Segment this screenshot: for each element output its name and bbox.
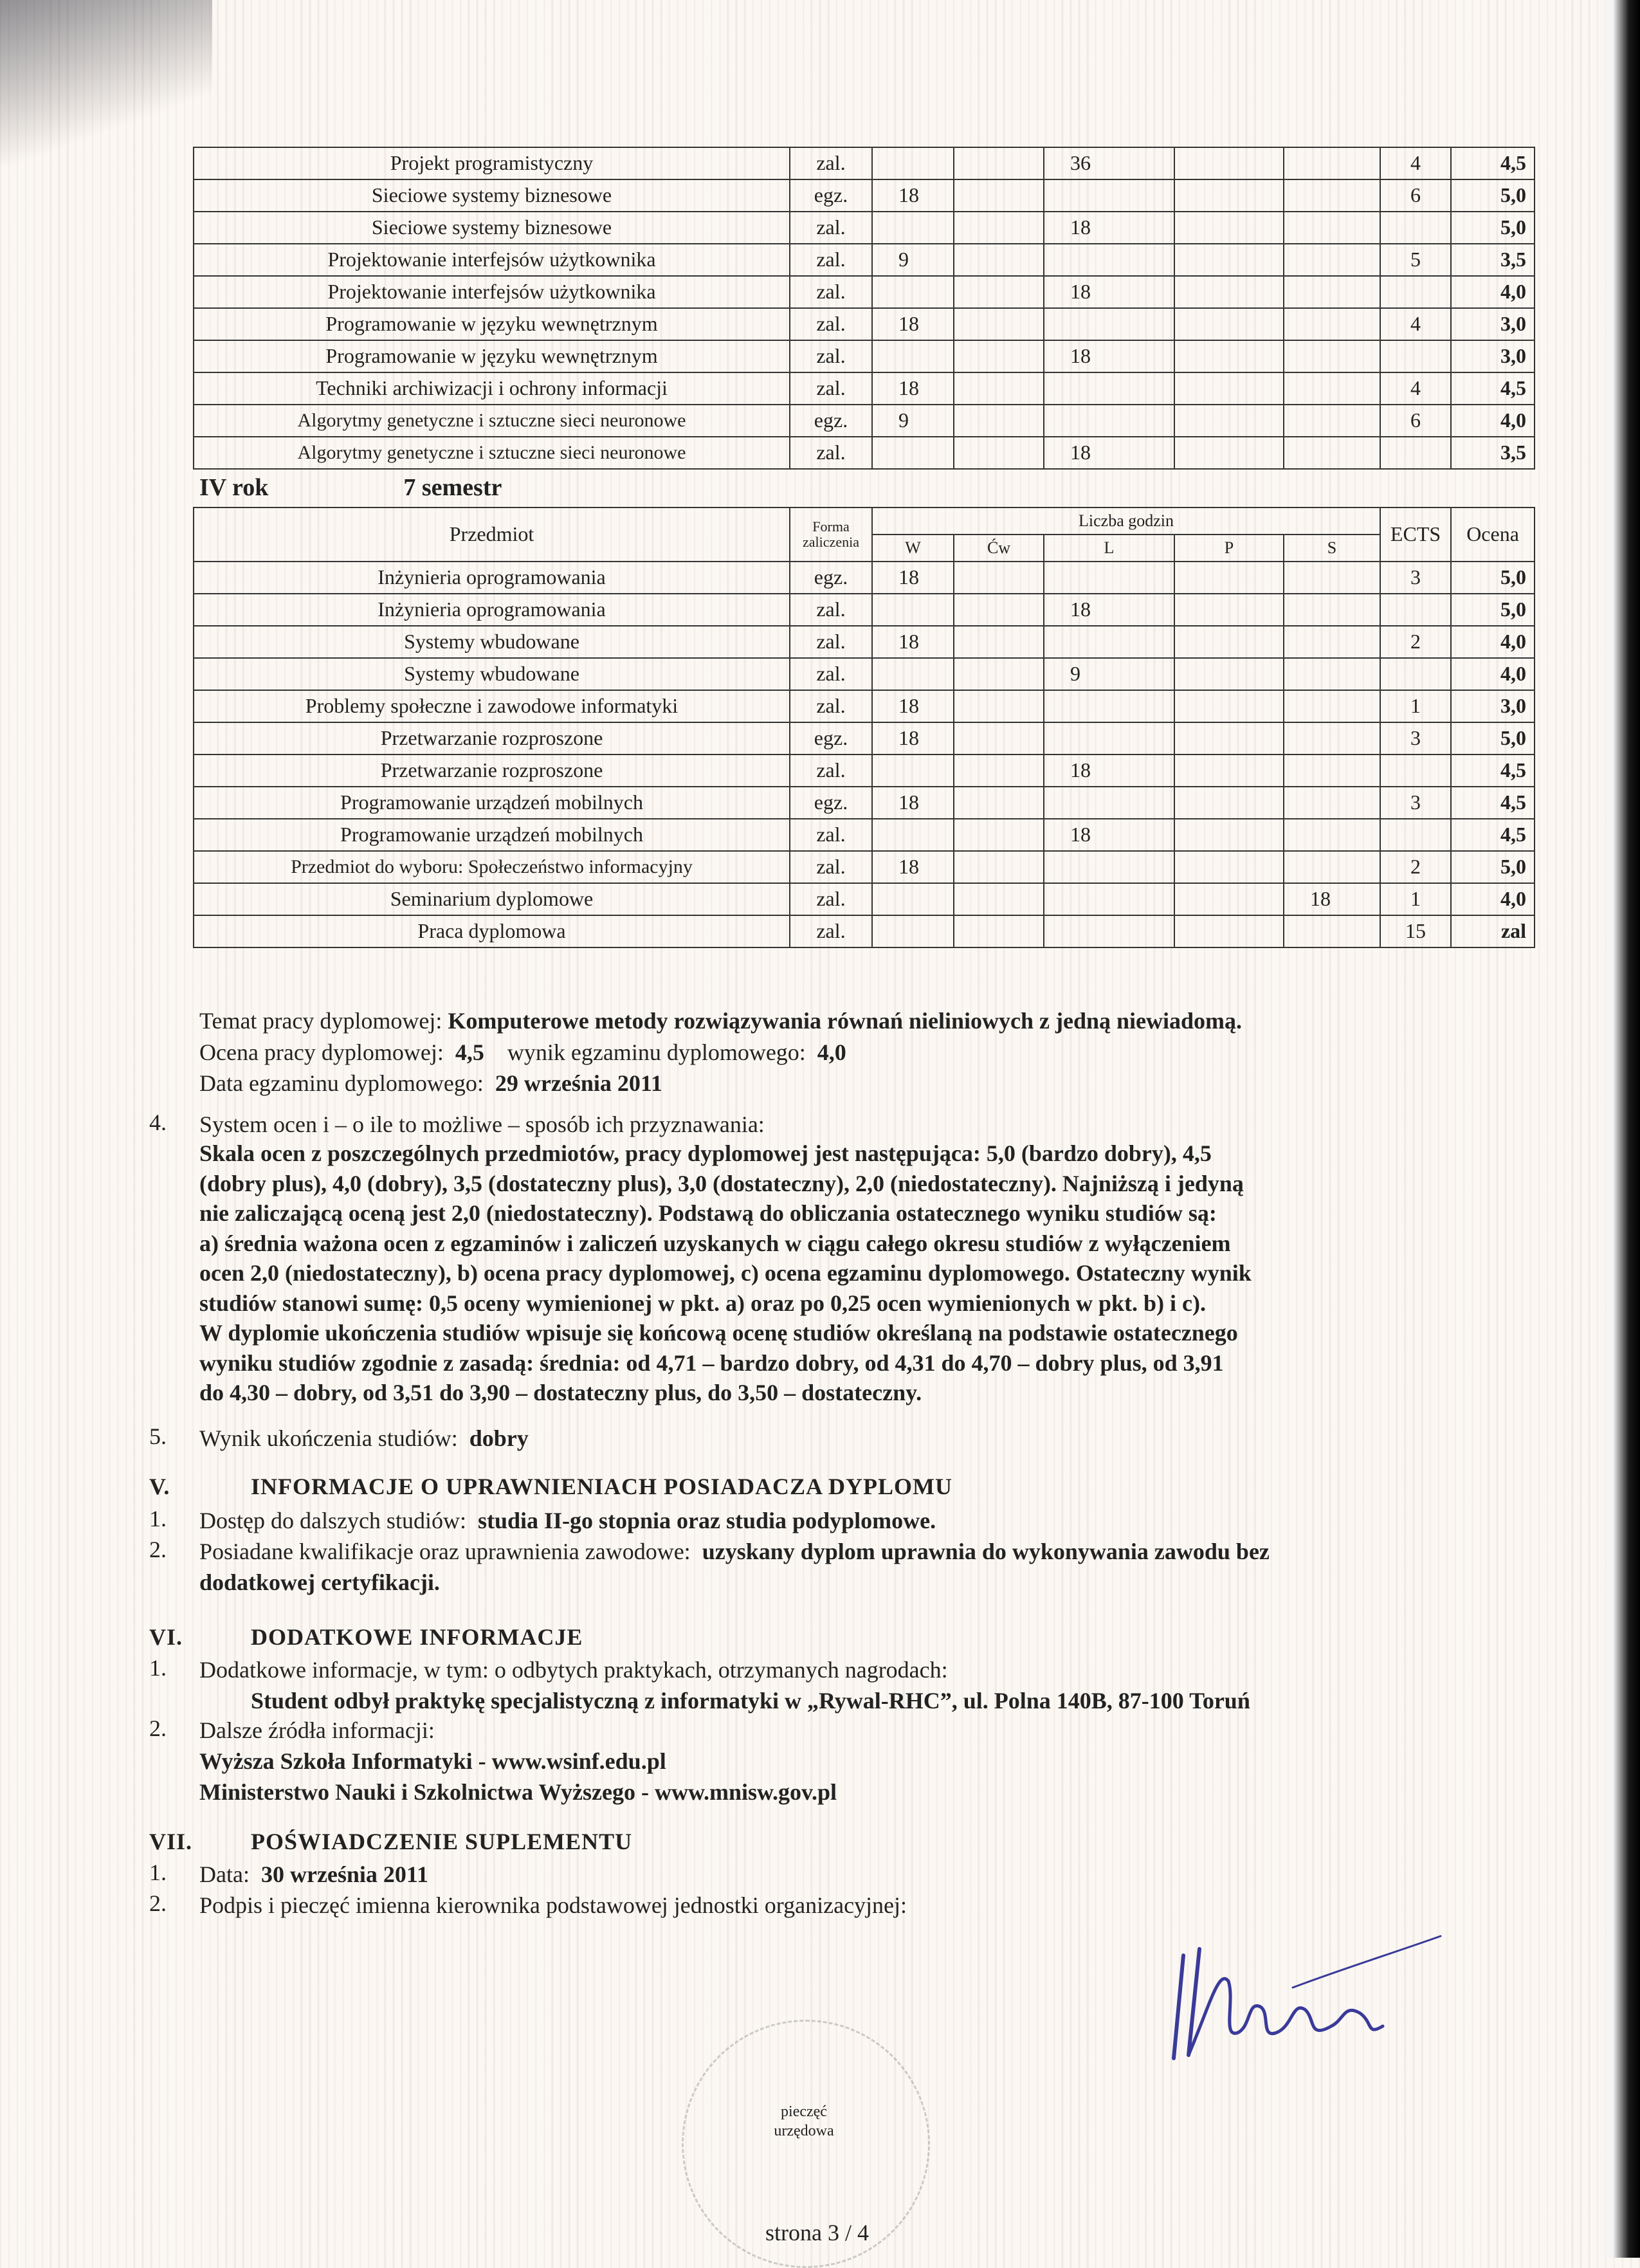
- hours-cw-cell: [954, 626, 1044, 658]
- section-5-item-2-number: 2.: [149, 1537, 167, 1562]
- hours-l-cell: 18: [1044, 340, 1174, 372]
- semester-label: 7 semestr: [403, 474, 502, 501]
- hours-l-cell: [1044, 851, 1174, 883]
- table-row: [194, 754, 1535, 787]
- subject-cell: Sieciowe systemy biznesowe: [194, 179, 790, 212]
- hours-cw-cell: [954, 340, 1044, 372]
- hours-s-cell: [1284, 212, 1380, 244]
- hours-p-cell: [1174, 212, 1284, 244]
- grade-cell: 4,0: [1451, 626, 1535, 658]
- hours-p-cell: [1174, 883, 1284, 915]
- ects-cell: 1: [1380, 883, 1451, 915]
- ects-cell: 1: [1380, 690, 1451, 722]
- table-row: [194, 722, 1535, 754]
- further-studies: [199, 1505, 936, 1536]
- grade-cell: zal: [1451, 915, 1535, 947]
- hours-l-cell: [1044, 915, 1174, 947]
- hours-w-cell: 18: [872, 851, 954, 883]
- grading-line: wyniku studiów zgodnie z zasadą: średnia: od 4,71 – bardzo dobry, od 4,31 do 4,70 – dobry plus, od 3,91: [199, 1349, 1224, 1376]
- header-w: W: [872, 535, 954, 562]
- header-hours: Liczba godzin: [872, 508, 1380, 535]
- exam-date-value: 29 września 2011: [495, 1070, 662, 1096]
- hours-w-cell: [872, 147, 954, 179]
- scan-shadow: [0, 0, 212, 167]
- subject-cell: Przedmiot do wyboru: Społeczeństwo informacyjny: [194, 851, 790, 883]
- qualifications-value: uzyskany dyplom uprawnia do wykonywania zawodu bez: [702, 1539, 1270, 1564]
- form-cell: zal.: [790, 658, 872, 690]
- hours-w-cell: 9: [872, 405, 954, 437]
- hours-cw-cell: [954, 244, 1044, 276]
- subject-cell: Seminarium dyplomowe: [194, 883, 790, 915]
- table-row: [194, 594, 1535, 626]
- stamp-line: urzędowa: [774, 2123, 834, 2139]
- subject-cell: Projektowanie interfejsów użytkownika: [194, 244, 790, 276]
- table-row: [194, 851, 1535, 883]
- header-cw: Ćw: [954, 535, 1044, 562]
- qualifications-value-continued: dodatkowej certyfikacji.: [199, 1569, 440, 1595]
- grade-cell: 5,0: [1451, 562, 1535, 594]
- hours-s-cell: [1284, 915, 1380, 947]
- hours-p-cell: [1174, 626, 1284, 658]
- form-cell: egz.: [790, 179, 872, 212]
- grades-table-body: [194, 147, 1535, 469]
- table-row: [194, 658, 1535, 690]
- ects-cell: [1380, 658, 1451, 690]
- table-row: [194, 308, 1535, 340]
- hours-cw-cell: [954, 851, 1044, 883]
- section-7-title: POŚWIADCZENIE SUPLEMENTU: [251, 1829, 633, 1854]
- form-cell: zal.: [790, 594, 872, 626]
- form-cell: zal.: [790, 212, 872, 244]
- ects-cell: 15: [1380, 915, 1451, 947]
- hours-cw-cell: [954, 658, 1044, 690]
- handwritten-signature: [1138, 1930, 1447, 2084]
- grade-cell: 3,5: [1451, 437, 1535, 469]
- grade-cell: 5,0: [1451, 594, 1535, 626]
- form-cell: zal.: [790, 147, 872, 179]
- subject-cell: Algorytmy genetyczne i sztuczne sieci neuronowe: [194, 405, 790, 437]
- hours-p-cell: [1174, 372, 1284, 405]
- form-cell: egz.: [790, 405, 872, 437]
- hours-w-cell: 18: [872, 626, 954, 658]
- header-grade: Ocena: [1451, 508, 1535, 562]
- subject-cell: Inżynieria oprogramowania: [194, 562, 790, 594]
- year-label: IV rok: [199, 474, 269, 501]
- hours-p-cell: [1174, 405, 1284, 437]
- header-s: S: [1284, 535, 1380, 562]
- hours-s-cell: [1284, 562, 1380, 594]
- item-4-label: System ocen i – o ile to możliwe – sposób ich przyznawania:: [199, 1111, 765, 1137]
- grade-cell: 4,5: [1451, 372, 1535, 405]
- table-row: [194, 883, 1535, 915]
- section-5-item-1-number: 1.: [149, 1506, 167, 1532]
- hours-s-cell: [1284, 626, 1380, 658]
- ects-cell: [1380, 437, 1451, 469]
- table-row: [194, 372, 1535, 405]
- hours-cw-cell: [954, 819, 1044, 851]
- hours-s-cell: [1284, 405, 1380, 437]
- hours-l-cell: 18: [1044, 437, 1174, 469]
- ects-cell: [1380, 754, 1451, 787]
- table-row: [194, 405, 1535, 437]
- grade-cell: 3,0: [1451, 690, 1535, 722]
- section-5-title: INFORMACJE O UPRAWNIENIACH POSIADACZA DYPLOMU: [251, 1474, 953, 1499]
- subject-cell: Inżynieria oprogramowania: [194, 594, 790, 626]
- additional-info-label: Dodatkowe informacje, w tym: o odbytych praktykach, otrzymanych nagrodach:: [199, 1657, 948, 1683]
- table-row: [194, 437, 1535, 469]
- hours-l-cell: 36: [1044, 147, 1174, 179]
- hours-w-cell: [872, 340, 954, 372]
- ects-cell: [1380, 276, 1451, 308]
- item-5-number: 5.: [149, 1423, 167, 1449]
- grading-line: Skala ocen z poszczególnych przedmiotów, pracy dyplomowej jest następująca: 5,0 (bardzo dobry), 4,5: [199, 1140, 1212, 1166]
- ects-cell: [1380, 340, 1451, 372]
- section-7-number: VII.: [149, 1829, 193, 1854]
- grades-table-semester-7: [193, 507, 1535, 948]
- final-result: [199, 1423, 529, 1454]
- ects-cell: 6: [1380, 179, 1451, 212]
- hours-s-cell: [1284, 372, 1380, 405]
- hours-l-cell: 18: [1044, 276, 1174, 308]
- hours-cw-cell: [954, 276, 1044, 308]
- hours-s-cell: [1284, 340, 1380, 372]
- form-cell: zal.: [790, 626, 872, 658]
- form-cell: zal.: [790, 915, 872, 947]
- table-row: [194, 562, 1535, 594]
- hours-p-cell: [1174, 754, 1284, 787]
- table-row: [194, 787, 1535, 819]
- page-number: strona 3 / 4: [765, 2220, 869, 2245]
- thesis-grade-label: Ocena pracy dyplomowej:: [199, 1039, 444, 1065]
- grades-table-continued: [193, 147, 1535, 470]
- table-row: [194, 915, 1535, 947]
- hours-l-cell: [1044, 372, 1174, 405]
- hours-cw-cell: [954, 437, 1044, 469]
- hours-p-cell: [1174, 819, 1284, 851]
- exam-date: [199, 1068, 662, 1099]
- grade-cell: 3,5: [1451, 244, 1535, 276]
- grade-cell: 4,5: [1451, 819, 1535, 851]
- hours-s-cell: [1284, 594, 1380, 626]
- hours-cw-cell: [954, 179, 1044, 212]
- subject-cell: Praca dyplomowa: [194, 915, 790, 947]
- info-source-school: Wyższa Szkoła Informatyki - www.wsinf.edu.pl: [199, 1748, 666, 1774]
- subject-cell: Systemy wbudowane: [194, 658, 790, 690]
- thesis-grade: [199, 1037, 846, 1068]
- hours-cw-cell: [954, 308, 1044, 340]
- exam-result-label: wynik egzaminu dyplomowego:: [507, 1039, 806, 1065]
- hours-l-cell: [1044, 308, 1174, 340]
- ects-cell: 2: [1380, 851, 1451, 883]
- hours-p-cell: [1174, 787, 1284, 819]
- grade-cell: 4,0: [1451, 658, 1535, 690]
- info-sources-label: Dalsze źródła informacji:: [199, 1717, 435, 1743]
- hours-cw-cell: [954, 915, 1044, 947]
- table-row: [194, 819, 1535, 851]
- form-cell: egz.: [790, 562, 872, 594]
- header-l: L: [1044, 535, 1174, 562]
- grade-cell: 4,5: [1451, 754, 1535, 787]
- hours-l-cell: [1044, 883, 1174, 915]
- hours-l-cell: [1044, 690, 1174, 722]
- final-result-label: Wynik ukończenia studiów:: [199, 1425, 458, 1451]
- certification-date-label: Data:: [199, 1861, 250, 1887]
- grading-line: (dobry plus), 4,0 (dobry), 3,5 (dostateczny plus), 3,0 (dostateczny), 2,0 (niedostateczny). Najniższą i jedyną: [199, 1170, 1244, 1196]
- hours-w-cell: 18: [872, 722, 954, 754]
- hours-w-cell: 18: [872, 562, 954, 594]
- grade-cell: 4,0: [1451, 405, 1535, 437]
- scan-edge: [1595, 0, 1640, 2258]
- hours-p-cell: [1174, 658, 1284, 690]
- hours-p-cell: [1174, 276, 1284, 308]
- hours-l-cell: 18: [1044, 212, 1174, 244]
- ects-cell: 5: [1380, 244, 1451, 276]
- ects-cell: 6: [1380, 405, 1451, 437]
- further-studies-value: studia II-go stopnia oraz studia podyplomowe.: [477, 1508, 936, 1533]
- hours-p-cell: [1174, 690, 1284, 722]
- subject-cell: Programowanie w języku wewnętrznym: [194, 340, 790, 372]
- ects-cell: [1380, 212, 1451, 244]
- hours-p-cell: [1174, 244, 1284, 276]
- table-row: [194, 212, 1535, 244]
- hours-w-cell: [872, 276, 954, 308]
- hours-p-cell: [1174, 147, 1284, 179]
- further-studies-label: Dostęp do dalszych studiów:: [199, 1508, 466, 1533]
- subject-cell: Techniki archiwizacji i ochrony informacji: [194, 372, 790, 405]
- hours-w-cell: [872, 883, 954, 915]
- hours-p-cell: [1174, 594, 1284, 626]
- hours-l-cell: 9: [1044, 658, 1174, 690]
- thesis-topic-value: Komputerowe metody rozwiązywania równań nieliniowych z jedną niewiadomą.: [448, 1008, 1243, 1034]
- hours-s-cell: [1284, 722, 1380, 754]
- form-cell: zal.: [790, 372, 872, 405]
- hours-s-cell: [1284, 819, 1380, 851]
- qualifications: [199, 1536, 1270, 1567]
- hours-cw-cell: [954, 212, 1044, 244]
- form-cell: zal.: [790, 883, 872, 915]
- hours-cw-cell: [954, 562, 1044, 594]
- section-6-item-1-number: 1.: [149, 1655, 167, 1681]
- hours-w-cell: [872, 212, 954, 244]
- hours-w-cell: 18: [872, 372, 954, 405]
- grading-line: a) średnia ważona ocen z egzaminów i zaliczeń uzyskanych w ciągu całego okresu studiów z wyłączeniem: [199, 1230, 1231, 1256]
- hours-w-cell: 18: [872, 787, 954, 819]
- header-subject: Przedmiot: [194, 508, 790, 562]
- header-form: Forma zaliczenia: [790, 508, 872, 562]
- form-cell: zal.: [790, 276, 872, 308]
- table-row: [194, 147, 1535, 179]
- hours-s-cell: [1284, 787, 1380, 819]
- grading-system-description: [199, 1139, 1450, 1408]
- grade-cell: 4,5: [1451, 787, 1535, 819]
- final-result-value: dobry: [469, 1425, 529, 1451]
- hours-p-cell: [1174, 179, 1284, 212]
- hours-cw-cell: [954, 594, 1044, 626]
- hours-l-cell: 18: [1044, 819, 1174, 851]
- form-cell: zal.: [790, 308, 872, 340]
- thesis-grade-value: 4,5: [455, 1039, 484, 1065]
- table-row: [194, 626, 1535, 658]
- subject-cell: Sieciowe systemy biznesowe: [194, 212, 790, 244]
- hours-l-cell: [1044, 722, 1174, 754]
- ects-cell: 3: [1380, 722, 1451, 754]
- subject-cell: Projekt programistyczny: [194, 147, 790, 179]
- form-cell: zal.: [790, 437, 872, 469]
- hours-p-cell: [1174, 308, 1284, 340]
- hours-l-cell: [1044, 405, 1174, 437]
- section-6-item-2-number: 2.: [149, 1715, 167, 1741]
- grade-cell: 3,0: [1451, 340, 1535, 372]
- hours-w-cell: [872, 437, 954, 469]
- exam-result-value: 4,0: [817, 1039, 846, 1065]
- form-cell: zal.: [790, 244, 872, 276]
- form-cell: zal.: [790, 819, 872, 851]
- hours-s-cell: [1284, 690, 1380, 722]
- form-cell: zal.: [790, 754, 872, 787]
- hours-s-cell: [1284, 308, 1380, 340]
- hours-p-cell: [1174, 851, 1284, 883]
- hours-s-cell: [1284, 147, 1380, 179]
- semester-heading: [199, 473, 502, 502]
- qualifications-label: Posiadane kwalifikacje oraz uprawnienia zawodowe:: [199, 1539, 691, 1564]
- form-cell: egz.: [790, 722, 872, 754]
- hours-p-cell: [1174, 340, 1284, 372]
- thesis-topic: [199, 1005, 1242, 1036]
- item-4-number: 4.: [149, 1110, 167, 1135]
- hours-cw-cell: [954, 883, 1044, 915]
- hours-l-cell: 18: [1044, 754, 1174, 787]
- subject-cell: Przetwarzanie rozproszone: [194, 754, 790, 787]
- grade-cell: 5,0: [1451, 179, 1535, 212]
- ects-cell: 3: [1380, 562, 1451, 594]
- thesis-topic-label: Temat pracy dyplomowej:: [199, 1008, 442, 1034]
- section-6-title: DODATKOWE INFORMACJE: [251, 1624, 583, 1650]
- hours-w-cell: [872, 819, 954, 851]
- certification-date-value: 30 września 2011: [260, 1861, 428, 1887]
- grading-line: studiów stanowi sumę: 0,5 oceny wymienionej w pkt. a) oraz po 0,25 ocen wymienionych w pkt. b) i c).: [199, 1290, 1206, 1316]
- ects-cell: [1380, 819, 1451, 851]
- grade-cell: 4,0: [1451, 276, 1535, 308]
- subject-cell: Programowanie w języku wewnętrznym: [194, 308, 790, 340]
- hours-w-cell: [872, 915, 954, 947]
- hours-cw-cell: [954, 372, 1044, 405]
- hours-s-cell: [1284, 244, 1380, 276]
- hours-w-cell: [872, 754, 954, 787]
- subject-cell: Problemy społeczne i zawodowe informatyki: [194, 690, 790, 722]
- section-7-item-1-number: 1.: [149, 1860, 167, 1885]
- hours-cw-cell: [954, 722, 1044, 754]
- ects-cell: 4: [1380, 147, 1451, 179]
- ects-cell: [1380, 594, 1451, 626]
- table-row: [194, 340, 1535, 372]
- hours-s-cell: [1284, 658, 1380, 690]
- header-ects: ECTS: [1380, 508, 1451, 562]
- signature-label: Podpis i pieczęć imienna kierownika podstawowej jednostki organizacyjnej:: [199, 1892, 907, 1918]
- certification-date: [199, 1859, 428, 1890]
- internship-info: Student odbył praktykę specjalistyczną z informatyki w „Rywal-RHC”, ul. Polna 140B, 87-100 Toruń: [251, 1688, 1250, 1714]
- grade-cell: 3,0: [1451, 308, 1535, 340]
- ects-cell: 3: [1380, 787, 1451, 819]
- hours-l-cell: [1044, 244, 1174, 276]
- hours-w-cell: [872, 594, 954, 626]
- hours-cw-cell: [954, 690, 1044, 722]
- hours-p-cell: [1174, 722, 1284, 754]
- hours-cw-cell: [954, 787, 1044, 819]
- grade-cell: 4,5: [1451, 147, 1535, 179]
- subject-cell: Algorytmy genetyczne i sztuczne sieci neuronowe: [194, 437, 790, 469]
- hours-s-cell: [1284, 851, 1380, 883]
- grade-cell: 5,0: [1451, 851, 1535, 883]
- subject-cell: Systemy wbudowane: [194, 626, 790, 658]
- info-source-ministry: Ministerstwo Nauki i Szkolnictwa Wyższego - www.mnisw.gov.pl: [199, 1779, 837, 1805]
- grade-cell: 5,0: [1451, 212, 1535, 244]
- ects-cell: 2: [1380, 626, 1451, 658]
- form-cell: zal.: [790, 340, 872, 372]
- hours-cw-cell: [954, 405, 1044, 437]
- subject-cell: Programowanie urządzeń mobilnych: [194, 819, 790, 851]
- grading-line: do 4,30 – dobry, od 3,51 do 3,90 – dostateczny plus, do 3,50 – dostateczny.: [199, 1380, 922, 1405]
- table-row: [194, 276, 1535, 308]
- stamp-label: [762, 2102, 846, 2141]
- stamp-line: pieczęć: [781, 2103, 827, 2120]
- grading-line: ocen 2,0 (niedostateczny), b) ocena pracy dyplomowej, c) ocena egzaminu dyplomowego. Ostateczny wynik: [199, 1260, 1252, 1286]
- ects-cell: 4: [1380, 372, 1451, 405]
- exam-date-label: Data egzaminu dyplomowego:: [199, 1070, 484, 1096]
- grade-cell: 4,0: [1451, 883, 1535, 915]
- hours-l-cell: [1044, 179, 1174, 212]
- hours-l-cell: [1044, 787, 1174, 819]
- hours-s-cell: [1284, 179, 1380, 212]
- form-cell: zal.: [790, 851, 872, 883]
- hours-l-cell: [1044, 562, 1174, 594]
- form-cell: zal.: [790, 690, 872, 722]
- subject-cell: Programowanie urządzeń mobilnych: [194, 787, 790, 819]
- hours-cw-cell: [954, 147, 1044, 179]
- grading-line: nie zaliczającą oceną jest 2,0 (niedostateczny). Podstawą do obliczania ostatecznego wyniku studiów są:: [199, 1200, 1217, 1226]
- hours-s-cell: [1284, 754, 1380, 787]
- hours-cw-cell: [954, 754, 1044, 787]
- hours-w-cell: [872, 658, 954, 690]
- hours-w-cell: 18: [872, 690, 954, 722]
- subject-cell: Projektowanie interfejsów użytkownika: [194, 276, 790, 308]
- grade-cell: 5,0: [1451, 722, 1535, 754]
- header-p: P: [1174, 535, 1284, 562]
- hours-w-cell: 18: [872, 308, 954, 340]
- hours-s-cell: 18: [1284, 883, 1380, 915]
- ects-cell: 4: [1380, 308, 1451, 340]
- hours-w-cell: 9: [872, 244, 954, 276]
- hours-s-cell: [1284, 437, 1380, 469]
- section-5-number: V.: [149, 1474, 170, 1499]
- section-6-number: VI.: [149, 1624, 183, 1650]
- subject-cell: Przetwarzanie rozproszone: [194, 722, 790, 754]
- grades-table-body: [194, 562, 1535, 947]
- grading-line: W dyplomie ukończenia studiów wpisuje się końcową ocenę studiów określaną na podstawie ostatecznego: [199, 1320, 1238, 1346]
- hours-p-cell: [1174, 915, 1284, 947]
- section-7-item-2-number: 2.: [149, 1890, 167, 1916]
- hours-l-cell: 18: [1044, 594, 1174, 626]
- hours-p-cell: [1174, 562, 1284, 594]
- hours-w-cell: 18: [872, 179, 954, 212]
- table-row: [194, 244, 1535, 276]
- hours-p-cell: [1174, 437, 1284, 469]
- hours-l-cell: [1044, 626, 1174, 658]
- table-row: [194, 179, 1535, 212]
- table-row: [194, 690, 1535, 722]
- form-cell: egz.: [790, 787, 872, 819]
- hours-s-cell: [1284, 276, 1380, 308]
